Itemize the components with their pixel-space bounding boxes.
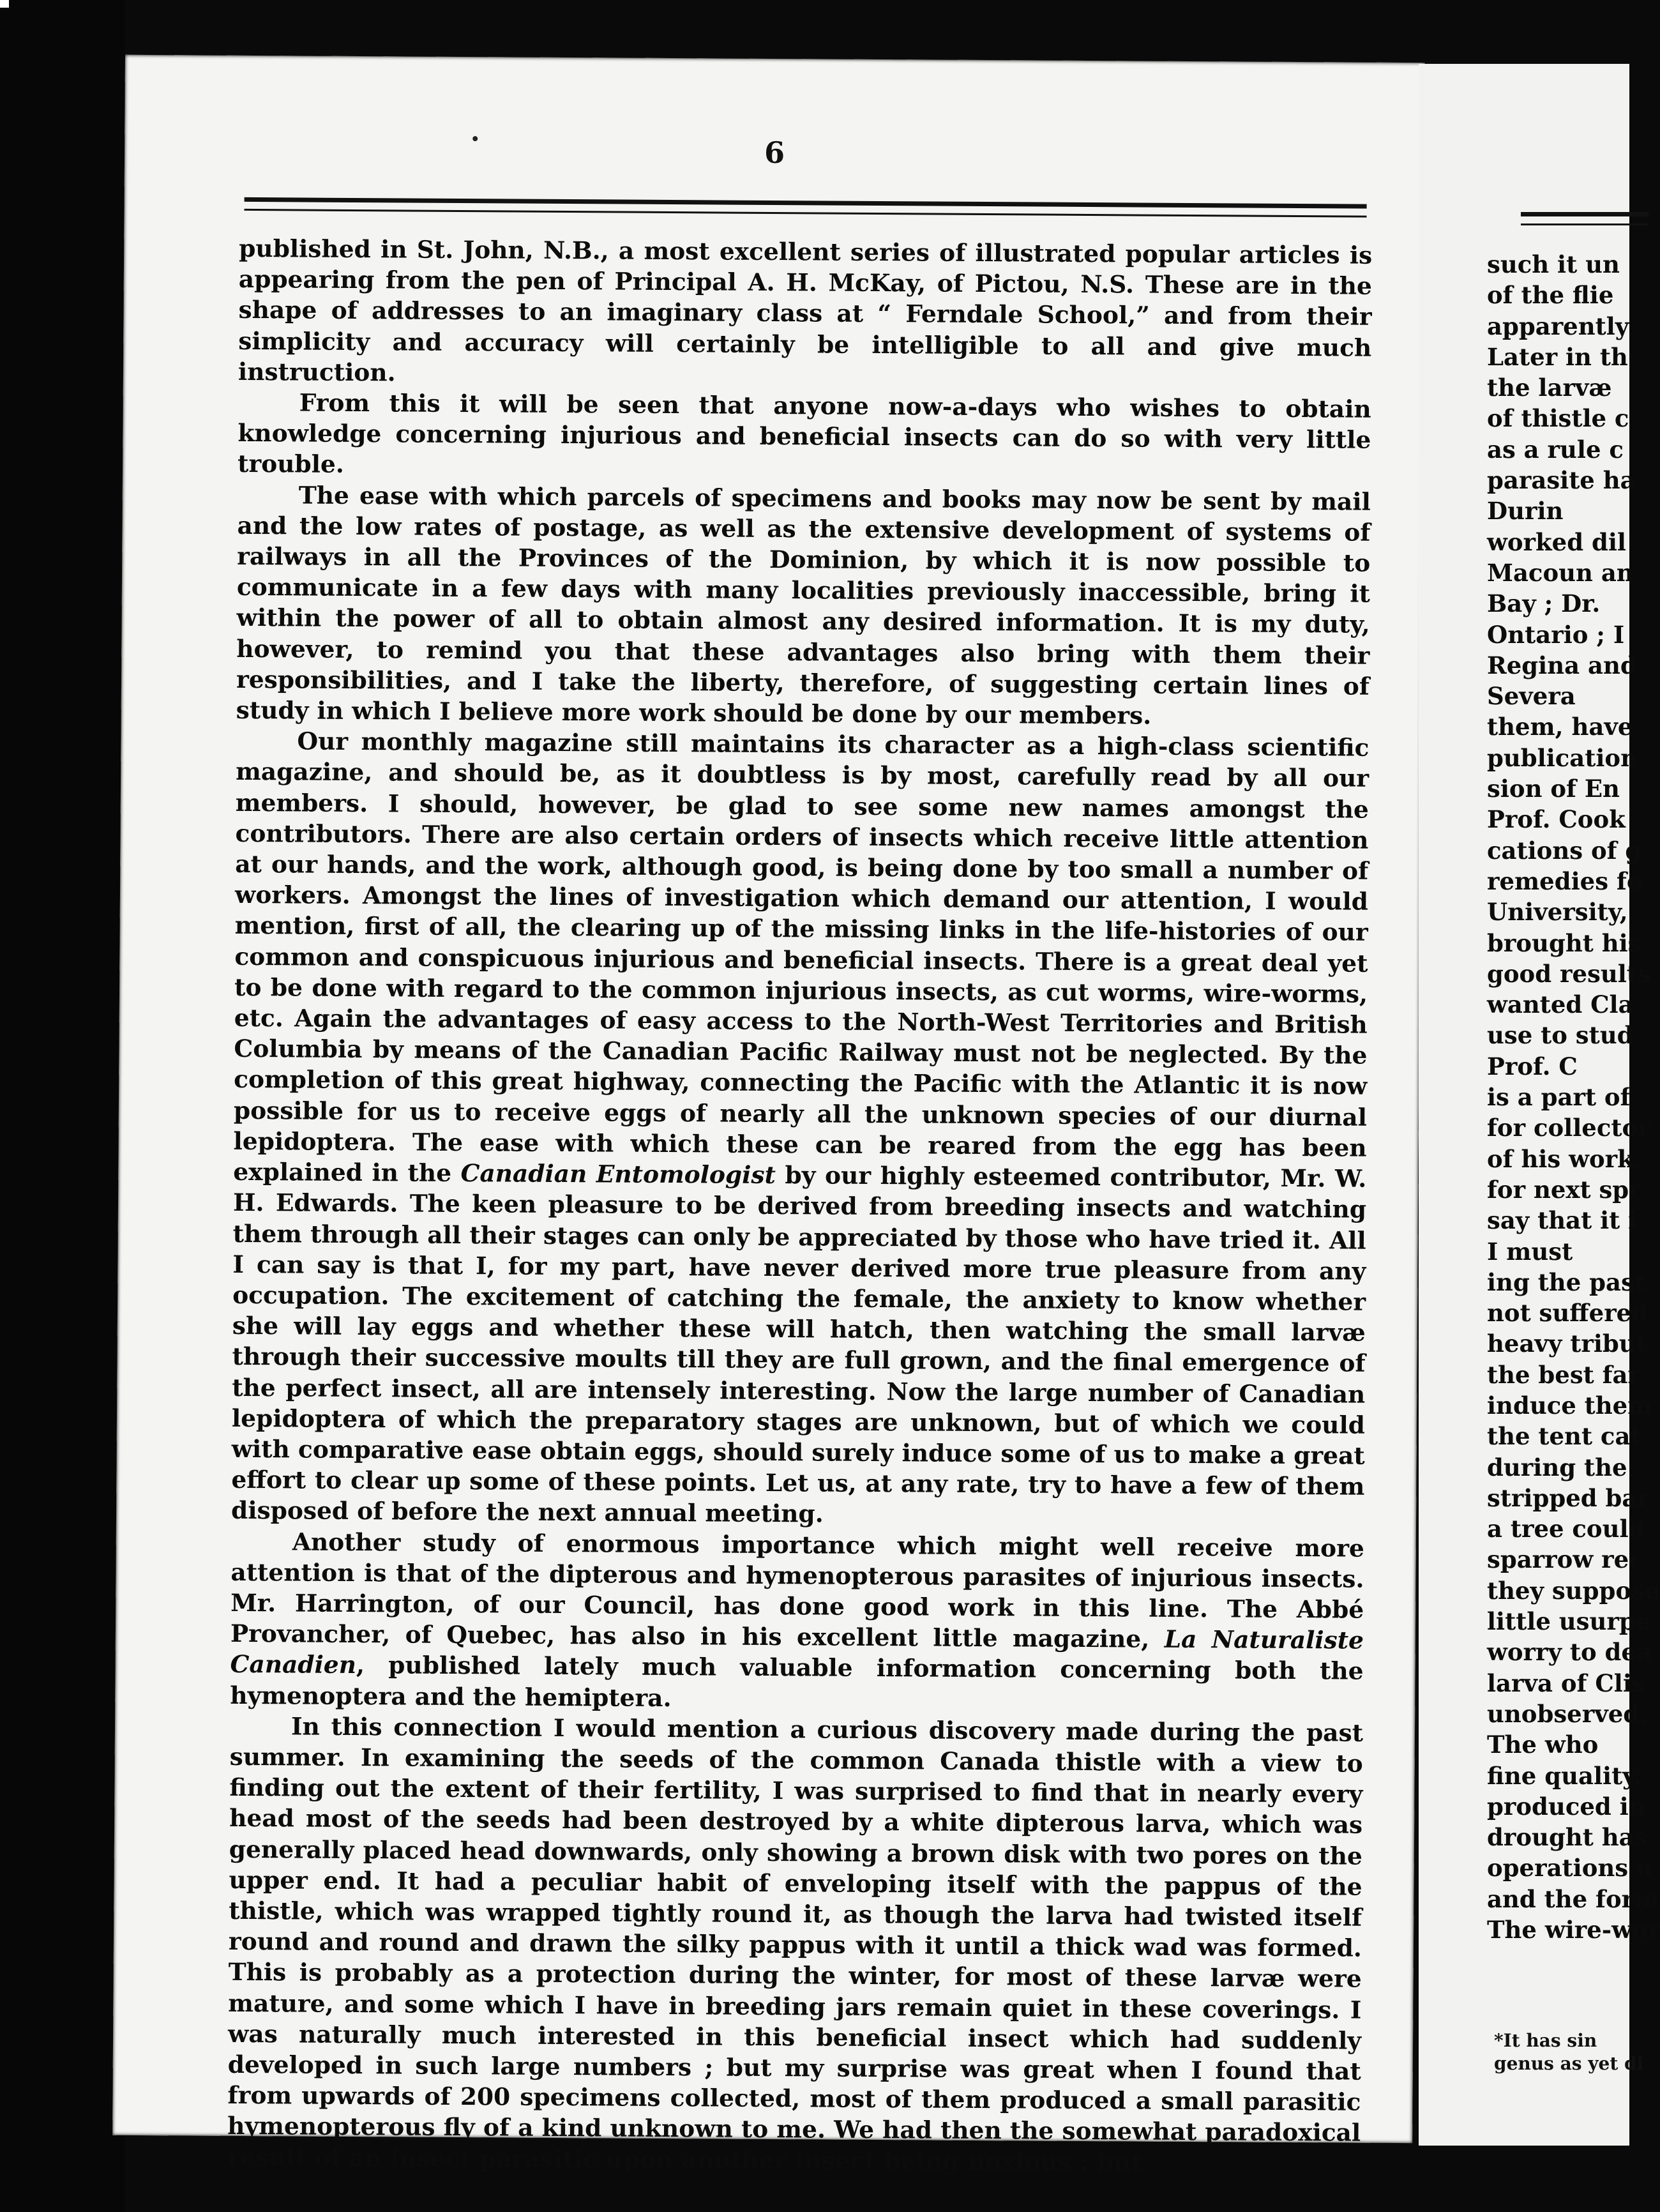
right-page-line: fine quality. (1487, 1761, 1642, 1790)
right-page-line: publication (1487, 743, 1638, 772)
right-page-line: of the flie (1487, 281, 1614, 310)
right-page-line: Bay ; Dr. (1487, 589, 1601, 618)
right-page-line: The wire-wor (1487, 1916, 1660, 1944)
right-page-line: brought his (1487, 928, 1641, 957)
right-header-rule-thick (1521, 212, 1649, 216)
paragraph-2: From this it will be seen that anyone now-a-days who wishes to obtain knowledge concerning injurious and beneficial insects can do so with very little trouble. (237, 388, 1371, 479)
right-page-line: little usurpe (1487, 1607, 1651, 1636)
right-page-line: use to stud (1487, 1021, 1634, 1050)
scan-corner-mark (0, 0, 9, 8)
right-page-line: not suffered (1487, 1299, 1649, 1328)
right-page-line: the best far (1487, 1360, 1641, 1389)
right-page-line: The who (1487, 1731, 1599, 1759)
body-text (227, 233, 1373, 2179)
right-page-line: Durin (1487, 497, 1564, 526)
right-page-line: drought has (1487, 1823, 1648, 1852)
right-page-line: for collector (1487, 1114, 1650, 1142)
paragraph-1: published in St. John, N.B., a most excellent series of illustrated popular articles is appearing from the pen of Principal A. H. McKay, of Pictou, N.S. These are in the shape of addresses to an imaginary class at “ Ferndale School,” and from their simplicity and accuracy will certainly be intelligible to all and give much instruction. (238, 234, 1373, 387)
left-page (112, 55, 1425, 2177)
header-rule-thick (245, 197, 1367, 209)
right-page-line: them, have (1487, 713, 1633, 741)
paragraph-6: In this connection I would mention a curious discovery made during the past summer. In examining the seeds of the common Canada thistle with a view to finding out the extent of their fertility, I was surprised to find that in nearly every head most of the seeds had been destroyed by a white dipterous larva, which was generally placed head downwards, only showing a brown disk with two pores on the upper end. It had a peculiar habit of enveloping itself with the pappus of the thistle, which was wrapped tightly round it, as though the larva had twisted itself round and round and drawn the silky pappus with it until a thick wad was formed. This is probably as a protection during the winter, for most of these larvæ were mature, and some which I have in breeding jars remain quiet in these coverings. I was naturally much interested in this beneficial insect which had suddenly developed in such large numbers ; but my surprise was great when I found that from upwards of 200 specimens collected, most of them produced a small parasitic hymenopterous fly of a kind unknown to me. We had then the somewhat paradoxical result of an insect parasitic upon another insect being noxious ; but (227, 1712, 1364, 2177)
right-page-line: Prof. C (1487, 1052, 1578, 1080)
right-page-line: cations of g (1487, 836, 1642, 865)
right-page-line: a tree could (1487, 1515, 1645, 1543)
paragraph-5: Another study of enormous importance which might well receive more attention is that of the dipterous and hymenopterous parasites of injurious insects. Mr. Harrington, of our Council, has done good work in this line. The Abbé Provancher, of Quebec, has also in his excellent little magazine, La Naturaliste Canadien, published lately much valuable information concerning both the hymenoptera and the hemiptera. (230, 1527, 1364, 1712)
right-page-line: apparently (1487, 312, 1629, 340)
scan-background (0, 0, 125, 2212)
journal-title: Canadian Entomologist (460, 1159, 776, 1190)
right-page-line: operations o (1487, 1854, 1652, 1882)
right-page-line: during the (1487, 1453, 1627, 1481)
right-page-line: stripped bar (1487, 1483, 1650, 1512)
page-number: 6 (764, 135, 785, 170)
right-page-text (1487, 249, 1660, 1945)
footnote-line: genus as yet di (1494, 2053, 1644, 2074)
right-page-line: such it un (1487, 250, 1620, 278)
paragraph-3: The ease with which parcels of specimens and books may now be sent by mail and the low rates of postage, as well as the extensive development of systems of railways in all the Provinces of the Dominion, by which it is now possible to communicate in a few days with many localities previously inaccessible, bring it within the power of all to obtain almost any desired information. It is my duty, however, to remind you that these advantages also bring with them their responsibilities, and I take the liberty, therefore, of suggesting certain lines of study in which I believe more work should be done by our members. (236, 481, 1371, 730)
right-page-line: is a part of (1487, 1083, 1631, 1112)
right-page-line: wanted Cla (1487, 990, 1634, 1019)
right-page-line: ing the past (1487, 1268, 1645, 1296)
right-page-footnote (1494, 2029, 1643, 2075)
magazine-title: La Naturaliste Canadien (230, 1625, 1364, 1679)
paragraph-4: Our monthly magazine still maintains its character as a high-class scientific magazine, and should be, as it doubtless is by most, carefully read by all our members. I should, however, be glad to see some new names amongst the contributors. There are also certain orders of insects which receive little attention at our hands, and the work, although good, is being done by too small a number of workers. Amongst the lines of investigation which demand our attention, I would mention, first of all, the clearing up of the missing links in the life-histories of our common and conspicuous injurious and beneficial insects. There is a great deal yet to be done with regard to the common injurious insects, as cut worms, wire-worms, etc. Again the advantages of easy access to the North-West Territories and British Columbia by means of the Canadian Pacific Railway must not be neglected. By the completion of this great highway, connecting the Pacific with the Atlantic it is now possible for us to receive eggs of nearly all the unknown species of our diurnal lepidoptera. The ease with which these can be reared from the egg has been explained in the Canadian Entomologist by our highly esteemed contributor, Mr. W. H. Edwards. The keen pleasure to be derived from breeding insects and watching them through all their stages can only be appreciated by those who have tried it. All I can say is that I, for my part, have never derived more true pleasure from any occupation. The excitement of catching the female, the anxiety to know whether she will lay eggs and whether these will hatch, then watching the small larvæ through their successive moults till they are full grown, and the final emergence of the perfect insect, all are intensely interesting. Now the large number of Canadian lepidoptera of which the preparatory stages are unknown, but of which we could with comparative ease obtain eggs, should surely induce some of us to make a great effort to clear up some of these points. Let us, at any rate, try to have a few of them disposed of before the next annual meeting. (230, 727, 1370, 1528)
right-page-line: of thistle c (1487, 404, 1629, 433)
right-page-line: sparrow rec (1487, 1545, 1643, 1574)
right-page-line: Later in th (1487, 342, 1628, 371)
right-page-line: unobserved. (1487, 1699, 1649, 1728)
footnote-line: *It has sin (1494, 2030, 1597, 2051)
right-page-line: the tent cat (1487, 1422, 1641, 1451)
right-page-line: produced in (1487, 1792, 1646, 1821)
right-page-line: heavy tribut (1487, 1329, 1647, 1358)
right-page-line: of his work. (1487, 1144, 1642, 1173)
right-page-line: University, (1487, 898, 1628, 927)
right-page-line: larva of Clis (1487, 1669, 1645, 1697)
header-rule-thin (245, 209, 1367, 218)
right-page-line: I must (1487, 1237, 1573, 1266)
right-page-line: remedies fo (1487, 867, 1643, 895)
right-page-line: they suppose (1487, 1576, 1660, 1605)
right-page-line: induce them (1487, 1391, 1653, 1420)
right-page-line: for next spr (1487, 1175, 1641, 1204)
right-page-line: and the form (1487, 1884, 1659, 1913)
right-page-line: parasite ha (1487, 466, 1636, 495)
right-page-line: as a rule c (1487, 435, 1624, 464)
right-page-line: good results (1487, 959, 1651, 988)
right-header-rule-thin (1521, 223, 1649, 225)
right-page-line: Macoun an (1487, 558, 1634, 587)
right-page-line: worked dil (1487, 527, 1626, 556)
right-page-line: Severa (1487, 682, 1576, 711)
right-page-line: Prof. Cook (1487, 805, 1626, 834)
right-page-line: say that it i (1487, 1206, 1638, 1235)
right-page-line: sion of En (1487, 775, 1620, 803)
right-page-line: Ontario ; I (1487, 620, 1625, 649)
right-page-fragment (1419, 64, 1660, 2146)
right-page-line: the larvæ (1487, 374, 1612, 402)
right-page-line: worry to dea (1487, 1638, 1652, 1667)
right-page-line: Regina and (1487, 651, 1637, 679)
